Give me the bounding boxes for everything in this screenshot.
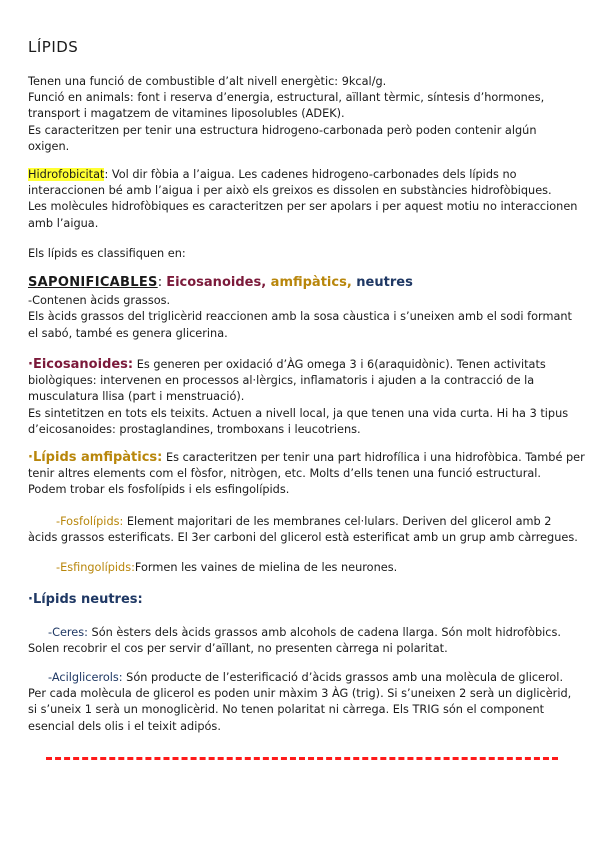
- ceres-line: Són èsters dels àcids grassos amb alcohols de cadena llarga. Són molt hidrofòbics.: [87, 626, 561, 639]
- ceres-section: [28, 625, 561, 657]
- neutres-tag: neutres: [356, 275, 413, 290]
- fosfolipids-label: -Fosfolípids:: [56, 515, 124, 528]
- eico-line: Es sintetitzen en tots els teixits. Actuen a nivell local, ja que tenen una vida curta. Hi ha 3 tipus: [28, 406, 569, 420]
- intro-line: transport i magatzem de vitamines liposolubles (ADEK).: [28, 107, 345, 121]
- eicosanoides-tag: Eicosanoides: [166, 275, 262, 290]
- saponificables-section: [28, 275, 572, 342]
- fosfo-line: Element majoritari de les membranes cel·lulars. Deriven del glicerol amb 2: [123, 515, 552, 528]
- amfi-line: Podem trobar els fosfolípids i els esfingolípids.: [28, 483, 290, 497]
- hidro-line: Les molècules hidrofòbiques es caracteritzen per ser apolars i per aquest motiu no interaccionen: [28, 200, 578, 214]
- eico-line: d’eicosanoides: prostaglandines, tromboxans i leucotriens.: [28, 422, 361, 436]
- amfi-line: tenir altres elements com el fòsfor, nitrògen, etc. Molts d’ells tenen una funció estructural.: [28, 467, 542, 481]
- eicosanoides-section: [28, 357, 568, 438]
- fosfo-line: àcids grassos esterificats. El 3er carboni del glicerol està esterificat amb un grup amb càrregues.: [28, 531, 578, 545]
- acilglicerols-section: [28, 670, 571, 735]
- ceres-label: -Ceres:: [48, 626, 88, 639]
- amfi-line: Es caracteritzen per tenir una part hidrofílica i una hidrofòbica. També per: [162, 451, 585, 464]
- intro-line: oxigen.: [28, 139, 70, 153]
- acil-line: Són producte de l’esterificació d’àcids grassos amb una molècula de glicerol.: [122, 671, 564, 684]
- saponif-line: -Contenen àcids grassos.: [28, 294, 171, 308]
- eico-line: Es generen per oxidació d’ÀG omega 3 i 6(araquidònic). Tenen activitats: [133, 358, 546, 371]
- amfipatics-section: [28, 450, 585, 499]
- eico-line: biològiques: intervenen en processos al·lèrgics, inflamatoris i ajuden a la contracció de la: [28, 374, 535, 388]
- separator: ,: [261, 275, 271, 290]
- esfingolipids-label: -Esfingolípids:: [56, 561, 135, 574]
- saponif-line: Els àcids grassos del triglicèrid reaccionen amb la sosa càustica i s’uneixen amb el sodi formant: [28, 310, 572, 324]
- ceres-line: Solen recobrir el cos per servir d’aïllant, no presenten càrrega ni polaritat.: [28, 642, 448, 656]
- saponif-line: el sabó, també es genera glicerina.: [28, 326, 228, 340]
- intro-line: Es caracteritzen per tenir una estructura hidrogeno-carbonada però poden contenir algún: [28, 123, 537, 137]
- saponificables-heading: SAPONIFICABLES: [28, 275, 158, 290]
- separator: :: [157, 275, 167, 290]
- intro-line: Tenen una funció de combustible d’alt nivell energètic: 9kcal/g.: [28, 75, 387, 88]
- eicosanoides-heading: ·Eicosanoides:: [28, 357, 134, 372]
- intro-paragraph: [28, 74, 544, 155]
- fosfolipids-section: [28, 514, 578, 546]
- hidrofobicitat-term: Hidrofobicitat: [28, 168, 105, 181]
- acilglicerols-label: -Acilglicerols:: [48, 671, 123, 684]
- neutres-heading: ·Lípids neutres:: [28, 592, 143, 607]
- eico-line: musculatura llisa (part i menstruació).: [28, 390, 245, 404]
- intro-line: Funció en animals: font i reserva d’energia, estructural, aïllant tèrmic, síntesis d’hormones,: [28, 91, 545, 105]
- neutres-heading-wrap: [28, 592, 143, 608]
- esfingo-text: Formen les vaines de mielina de les neurones.: [134, 561, 398, 574]
- acil-line: Per cada molècula de glicerol es poden unir màxim 3 ÀG (trig). Si s’uneixen 2 serà un diglicèrid,: [28, 687, 572, 701]
- esfingolipids-section: [56, 560, 397, 576]
- classify-text: Els lípids es classifiquen en:: [28, 247, 186, 260]
- hidrofobicitat-paragraph: [28, 167, 577, 232]
- separator: ,: [346, 275, 357, 290]
- page-title: LÍPIDS: [28, 38, 79, 56]
- amfipatics-heading: ·Lípids amfipàtics:: [28, 450, 163, 465]
- acil-line: si s’uneix 1 serà un monoglicèrid. No tenen polaritat ni càrrega. Els TRIG són el component: [28, 703, 545, 717]
- dashed-divider: [46, 757, 558, 760]
- hidro-line: : Vol dir fòbia a l’aigua. Les cadenes hidrogeno-carbonades dels lípids no: [104, 168, 517, 181]
- amfipatics-tag: amfipàtics: [270, 275, 347, 290]
- hidro-line: interaccionen bé amb l’aigua i per això els greixos es dissolen en substàncies hidrofòbiques.: [28, 184, 552, 198]
- acil-line: esencial dels olis i el teixit adipós.: [28, 719, 221, 733]
- hidro-line: amb l’aigua.: [28, 216, 99, 230]
